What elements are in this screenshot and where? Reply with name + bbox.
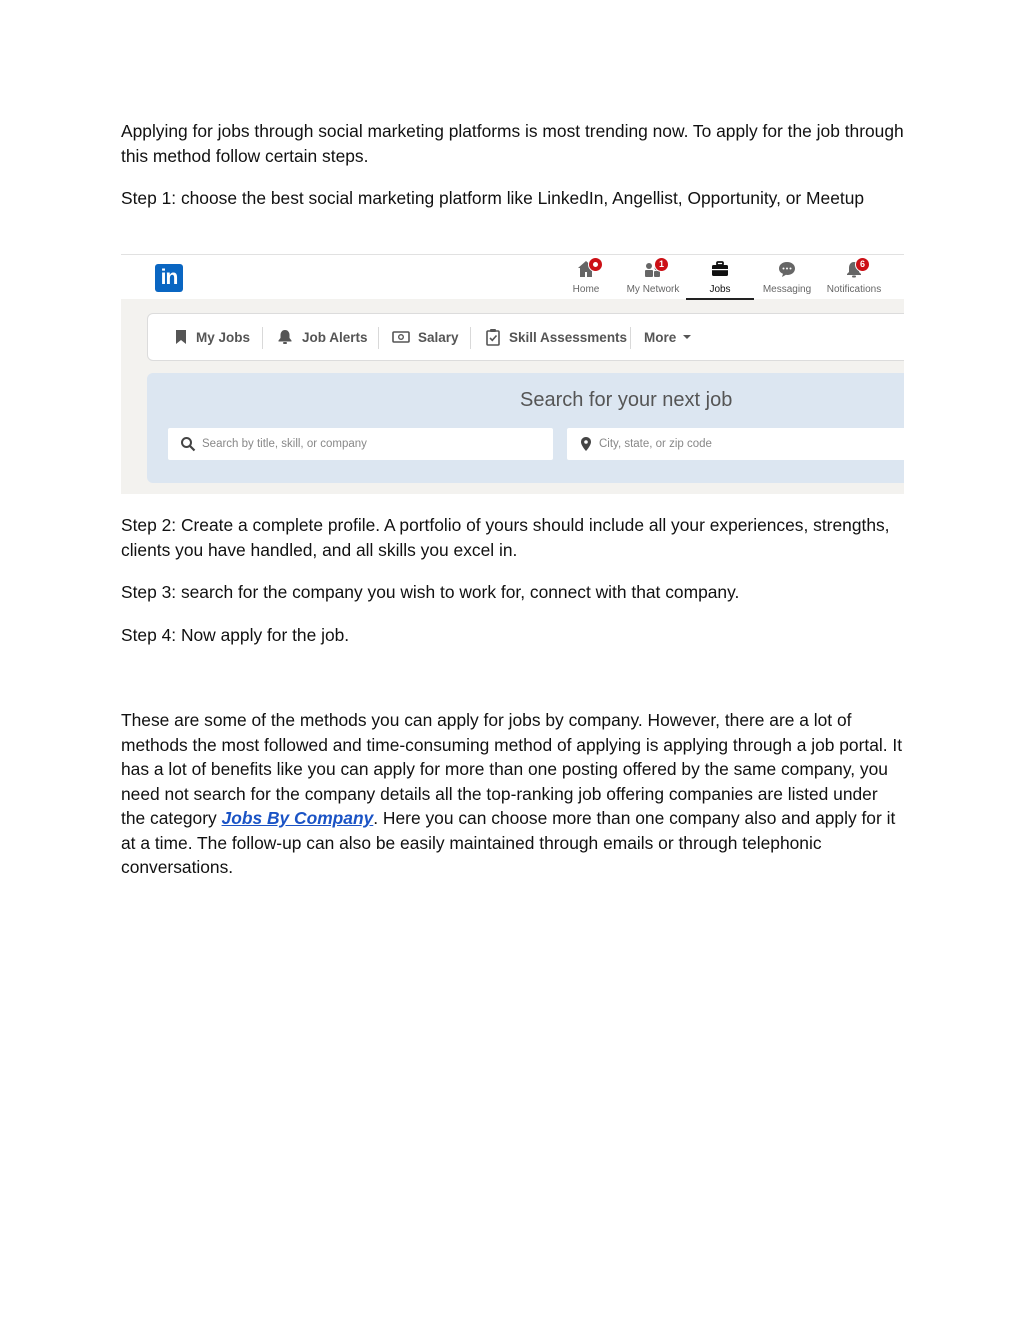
document-body-continued — [121, 513, 904, 880]
linkedin-jobs-screenshot — [121, 254, 904, 494]
linkedin-logo[interactable]: in — [155, 264, 183, 292]
messaging-icon — [776, 259, 798, 281]
keyword-placeholder: Search by title, skill, or company — [202, 438, 367, 450]
keyword-search-input[interactable] — [168, 428, 553, 460]
location-search-input[interactable] — [567, 428, 904, 460]
closing-text-before-link: These are some of the methods you can apply for jobs by company. However, there are a lot of methods the most followed and time-consuming method of applying is applying through a job portal. It has a lot of benefits like you can apply for more than one posting offered by the same company, you need not search for the company details all the top-ranking job offering companies are listed under the category — [121, 710, 903, 828]
nav-my-network-label: My Network — [626, 284, 680, 295]
network-icon — [642, 259, 664, 281]
intro-paragraph: Applying for jobs through social marketing platforms is most trending now. To apply for the job through this method follow certain steps. — [121, 121, 904, 166]
nav-messaging-label: Messaging — [762, 284, 812, 295]
subnav-more-label: More — [644, 329, 677, 345]
subnav-skill-assessments-label: Skill Assessments — [509, 329, 628, 345]
bell-icon — [843, 259, 865, 281]
job-search-panel — [147, 373, 904, 483]
step2-paragraph: Step 2: Create a complete profile. A portfolio of yours should include all your experiences, strengths, clients you have handled, and all skills you excel in. — [121, 515, 890, 560]
jobs-subnav — [147, 313, 904, 361]
step1-paragraph: Step 1: choose the best social marketing platform like LinkedIn, Angellist, Opportunity, or Meetup — [121, 188, 865, 208]
subnav-salary[interactable] — [392, 314, 459, 360]
step3-paragraph: Step 3: search for the company you wish to work for, connect with that company. — [121, 582, 740, 602]
money-icon — [392, 330, 410, 344]
nav-home-label: Home — [572, 284, 600, 295]
clipboard-check-icon — [485, 328, 501, 346]
notifications-badge: 6 — [855, 257, 870, 272]
document-body — [121, 119, 904, 211]
jobs-by-company-link[interactable]: Jobs By Company — [221, 808, 374, 828]
bookmark-icon — [174, 329, 188, 345]
linkedin-top-nav — [121, 255, 904, 299]
briefcase-icon — [709, 259, 731, 281]
closing-text-after-link: . Here you can choose more than one company also and apply for it at a time. The follow-up can also be easily maintained through emails or through telephonic conversations. — [121, 808, 896, 877]
nav-jobs-label: Jobs — [709, 284, 731, 295]
subnav-my-jobs-label: My Jobs — [196, 329, 251, 345]
nav-jobs[interactable] — [686, 259, 754, 296]
subnav-salary-label: Salary — [418, 329, 459, 345]
caret-down-icon — [682, 332, 692, 342]
nav-my-network[interactable] — [619, 259, 687, 296]
subnav-job-alerts-label: Job Alerts — [302, 329, 368, 345]
step4-paragraph: Step 4: Now apply for the job. — [121, 624, 350, 645]
search-title: Search for your next job — [520, 389, 733, 411]
nav-notifications[interactable] — [820, 259, 888, 296]
location-placeholder: City, state, or zip code — [599, 438, 712, 450]
nav-messaging[interactable] — [753, 259, 821, 296]
subnav-skill-assessments[interactable] — [485, 314, 627, 360]
subnav-my-jobs[interactable] — [174, 314, 250, 360]
subnav-more[interactable] — [644, 314, 692, 360]
closing-paragraph — [121, 708, 904, 880]
nav-home[interactable] — [552, 259, 620, 296]
location-pin-icon — [579, 436, 593, 452]
network-badge: 1 — [654, 257, 669, 272]
nav-notifications-label: Notifications — [826, 284, 882, 295]
bell-icon — [276, 329, 294, 345]
search-icon — [180, 436, 196, 452]
home-icon — [575, 259, 597, 281]
subnav-job-alerts[interactable] — [276, 314, 368, 360]
